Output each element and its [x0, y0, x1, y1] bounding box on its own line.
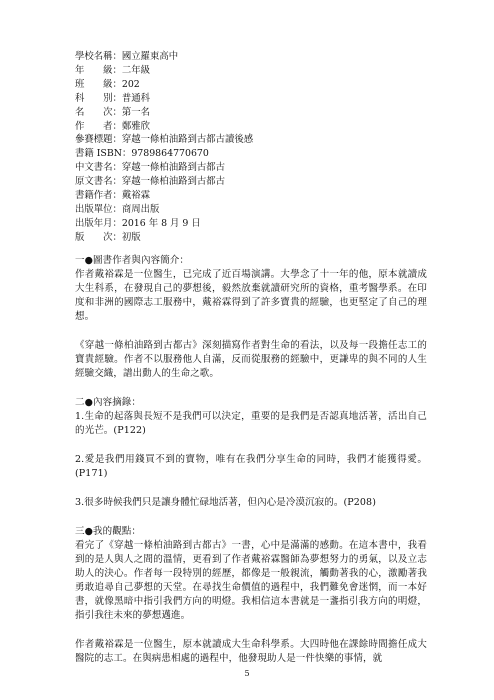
metadata-author: 作 者：鄭雅欣	[75, 120, 151, 132]
excerpt-2: 2.愛是我們用錢買不到的寶物，唯有在我們分享生命的同時，我們才能獲得愛。(P171)	[75, 454, 427, 479]
intro-paragraph-1: 作者戴裕霖是一位醫生，已完成了近百場演講。大學念了十一年的他，原本就讀成大生科系，在發現自己的夢想後，毅然放棄就讀研究所的資格，重考醫學系。在印度和非洲的國際志工服務中，戴裕霖得到了許多寶貴的經驗，也更堅定了自己的理想。	[75, 269, 427, 322]
metadata-book-author: 書籍作者：戴裕霖	[75, 190, 151, 202]
metadata-original-title: 原文書名：穿越一條柏油路到古都古	[75, 176, 226, 188]
metadata-isbn: 書籍 ISBN：9789864770670	[75, 148, 209, 160]
metadata-publisher: 出版單位：商周出版	[75, 203, 160, 215]
metadata-school: 學校名稱：國立羅東高中	[75, 51, 179, 62]
metadata-entry-title: 參賽標題：穿越一條柏油路到古都古讀後感	[75, 134, 254, 146]
view-heading: 三●我的觀點：	[75, 526, 141, 537]
metadata-grade: 年 級：二年級	[75, 64, 151, 76]
view-paragraph-1: 看完了《穿越一條柏油路到古都古》一書，心中是滿滿的感動。在這本書中，我看到的是人與人之間的溫情，更看到了作者戴裕霖醫師為夢想努力的勇氣，以及立志助人的決心。作者每一段特別的經歷，都像是一般親流，觸動著我的心，激勵著我勇敢追尋自己夢想的天堂。在尋找生命價值的過程中，我們難免會迷惘，而一本好書，就像黑暗中指引我們方向的明燈。我相信這本書就是一盞指引我方向的明燈，指引我往未來的夢想邁進。	[75, 540, 427, 621]
intro-paragraph-2: 《穿越一條柏油路到古都古》深刻描寫作者對生命的看法，以及每一段擔任志工的寶貴經驗。作者不以服務他人自滿，反而從服務的經驗中，更謙卑的與不同的人生經驗交織，譜出動人的生命之歌。	[75, 340, 427, 379]
book-metadata	[75, 50, 435, 245]
metadata-publish-date: 出版年月：2016 年 8 月 9 日	[75, 217, 201, 229]
report-body	[75, 254, 427, 666]
view-paragraph-2: 作者戴裕霖是一位醫生，原本就讀成大生命科學系。大四時他在課餘時間擔任成大醫院的志工。在與病患相處的過程中，他發現助人是一件快樂的事情，就	[75, 639, 427, 664]
page-number: 5	[244, 669, 250, 678]
metadata-class: 班 級：202	[75, 78, 140, 90]
metadata-department: 科 別：普通科	[75, 92, 151, 104]
excerpt-1: 1.生命的起落與長短不是我們可以決定，重要的是我們是否認真地活著，活出自己的光芒。(P122)	[75, 411, 427, 436]
metadata-chinese-title: 中文書名：穿越一條柏油路到古都古	[75, 162, 226, 174]
metadata-rank: 名 次：第一名	[75, 106, 151, 118]
excerpt-3: 3.很多時候我們只是讓身體忙碌地活著，但內心是冷漠沉寂的。(P208)	[75, 497, 377, 508]
metadata-edition: 版 次：初版	[75, 231, 141, 243]
intro-heading: 一●圖書作者與內容簡介：	[75, 255, 189, 266]
excerpt-heading: 二●內容摘錄：	[75, 397, 141, 408]
